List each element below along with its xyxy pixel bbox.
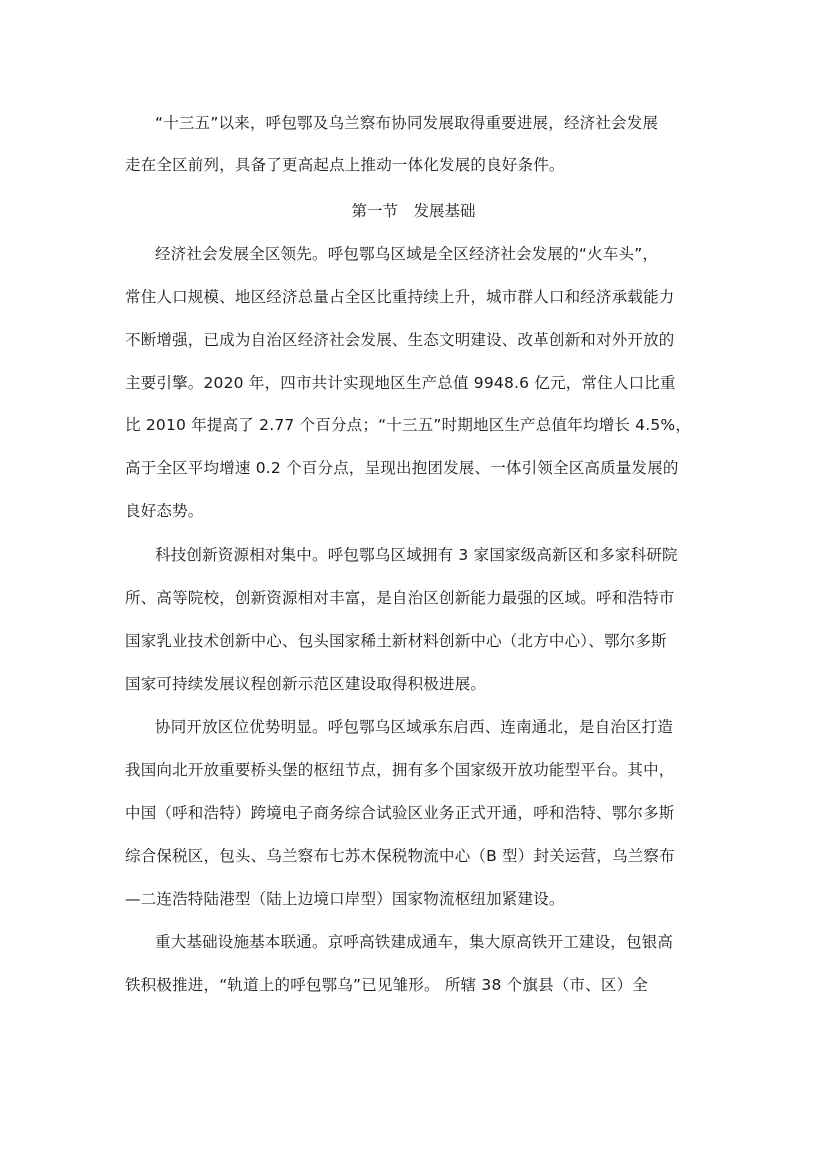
paragraph-line: 综合保税区，包头、乌兰察布七苏木保税物流中心（B 型）封关运营，乌兰察布 [125,847,675,865]
paragraph-line: 比 2010 年提高了 2.77 个百分点；“十三五”时期地区生产总值年均增长 4.5%， [125,416,692,434]
paragraph-line: 国家乳业技术创新中心、包头国家稀土新材料创新中心（北方中心）、鄂尔多斯 [125,632,667,650]
paragraph-line: 不断增强，已成为自治区经济社会发展、生态文明建设、改革创新和对外开放的 [125,331,675,349]
paragraph-line: 协同开放区位优势明显。呼包鄂乌区域承东启西、连南通北，是自治区打造 [155,718,674,736]
paragraph-line: 所、高等院校，创新资源相对丰富，是自治区创新能力最强的区域。呼和浩特市 [125,589,675,607]
paragraph-line: 我国向北开放重要桥头堡的枢纽节点，拥有多个国家级开放功能型平台。其中， [125,761,675,779]
paragraph-line: 中国（呼和浩特）跨境电子商务综合试验区业务正式开通，呼和浩特、鄂尔多斯 [125,804,675,822]
paragraph-line: 经济社会发展全区领先。呼包鄂乌区域是全区经济社会发展的“火车头”， [155,245,659,263]
intro-line-2: 走在全区前列，具备了更高起点上推动一体化发展的良好条件。 [125,156,565,174]
intro-line-1: “十三五”以来，呼包鄂及乌兰察布协同发展取得重要进展，经济社会发展 [155,114,659,132]
section-title: 第一节 发展基础 [351,202,476,220]
paragraph-line: 科技创新资源相对集中。呼包鄂乌区域拥有 3 家国家级高新区和多家科研院 [155,546,678,564]
paragraph-line: —二连浩特陆港型（陆上边境口岸型）国家物流枢纽加紧建设。 [125,890,565,908]
paragraph-line: 国家可持续发展议程创新示范区建设取得积极进展。 [125,675,487,693]
paragraph-line: 铁积极推进，“轨道上的呼包鄂乌”已见雏形。 所辖 38 个旗县（市、区）全 [125,976,648,994]
paragraph-line: 良好态势。 [125,502,204,520]
paragraph-line: 重大基础设施基本联通。京呼高铁建成通车，集大原高铁开工建设，包银高 [155,933,674,951]
paragraph-line: 高于全区平均增速 0.2 个百分点，呈现出抱团发展、一体引领全区高质量发展的 [125,459,679,477]
paragraph-line: 主要引擎。2020 年，四市共计实现地区生产总值 9948.6 亿元，常住人口比重 [125,374,676,392]
paragraph-line: 常住人口规模、地区经济总量占全区比重持续上升，城市群人口和经济承载能力 [125,288,675,306]
